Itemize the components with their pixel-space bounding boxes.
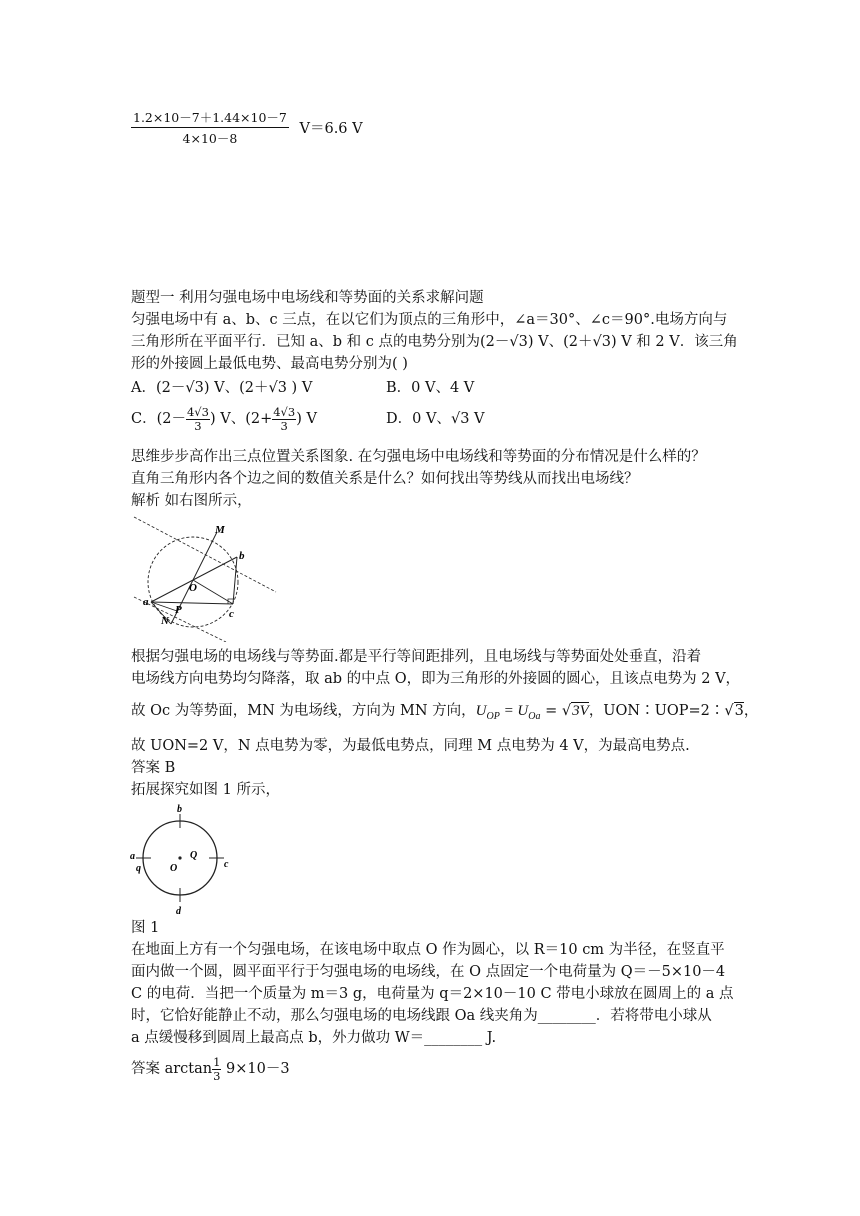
top-fraction-denominator: 4×10－8 [182,131,238,146]
label-a2: a [130,851,135,862]
option-c-den-2: 3 [280,418,288,433]
option-c-den-1: 3 [194,418,202,433]
figure-caption: 图 1 [131,920,160,936]
circle-figure [127,801,237,919]
solution-line-2: 电场线方向电势均匀降落，取 ab 的中点 O，即为三角形的外接圆的圆心，且该点电势为 2 V， [131,671,741,687]
label-m: M [215,524,225,536]
problem-line-1: 匀强电场中有 a、b、c 三点，在以它们为顶点的三角形中，∠a＝30°、∠c＝90°.电场方向与 [131,312,728,328]
triangle-circle-figure [131,512,281,642]
extension-line-4: 时，它恰好能静止不动，那么匀强电场的电场线跟 Oa 线夹角为________．若将带电小球从 [131,1008,712,1024]
label-b2: b [177,804,182,815]
top-formula [131,108,363,147]
option-a: A．(2－√3) V、(2＋√3 ) V [131,380,313,396]
label-q: q [136,863,141,874]
section-title: 题型一 利用匀强电场中电场线和等势面的关系求解问题 [131,290,484,306]
thinking-line-1: 思维步步高作出三点位置关系图象. 在匀强电场中电场线和等势面的分布情况是什么样的？ [131,449,706,465]
center-dot [178,856,181,859]
option-b: B．0 V、4 V [386,380,475,396]
label-c2: c [224,859,229,870]
problem-line-3: 形的外接圆上最低电势、最高电势分别为( ) [131,356,408,372]
label-d: d [176,906,181,917]
solution-line-3: 故 Oc 为等势面，MN 为电场线，方向为 MN 方向，$U_{OP} = U_{Oa} = √3V$，UON∶UOP=2∶√3， [131,703,759,722]
problem-line-2: 三角形所在平面平行．已知 a、b 和 c 点的电势分别为(2－√3) V、(2＋√3) V 和 2 V．该三角 [131,334,738,350]
line-oc [193,580,233,604]
extension-line-5: a 点缓慢移到圆周上最高点 b，外力做功 W＝________ J. [131,1030,497,1046]
option-c: C．(2－ $\frac{4√3}{3}$ ) V、(2+ $\frac{4√3}{3}$ ) V [131,404,317,433]
label-bigq: Q [190,850,198,861]
solution-line-4: 故 UON=2 V，N 点电势为零，为最低电势点，同理 M 点电势为 4 V，为最高电势点. [131,738,690,754]
extension-line-3: C 的电荷．当把一个质量为 m＝3 g，电荷量为 q＝2×10－10 C 带电小球放在圆周上的 a 点 [131,986,734,1002]
side-ab [151,557,237,602]
top-fraction-numerator: 1.2×10－7＋1.44×10－7 [131,108,289,128]
thinking-line-2: 直角三角形内各个边之间的数值关系是什么？如何找出等势线从而找出电场线？ [131,471,639,487]
solution-line-1: 根据匀强电场的电场线与等势面.都是平行等间距排列，且电场线与等势面处处垂直，沿着 [131,649,702,665]
extension-label: 拓展探究如图 1 所示， [131,782,280,798]
option-c-num-2: 4√3 [273,404,296,419]
equipotential-line-upper [134,517,276,592]
label-o: O [189,582,197,594]
option-c-num-1: 4√3 [186,404,209,419]
label-c: c [229,608,234,620]
label-a: a [143,596,149,608]
extension-line-2: 面内做一个圆，圆平面平行于匀强电场的电场线，在 O 点固定一个电荷量为 Q＝－5×10－4 [131,964,726,980]
answer-1: 答案 B [131,760,176,776]
top-fraction [131,108,289,147]
label-b: b [239,550,245,562]
label-o2: O [170,863,178,874]
label-n: N [161,615,169,627]
analysis-label: 解析 如右图所示， [131,493,252,509]
answer-2-num: 1 [213,1054,221,1069]
label-p: P [175,604,182,616]
answer-2: 答案 arctan $\frac{1}{3}$ 9×10－3 [131,1054,290,1083]
top-formula-result: V＝6.6 V [299,121,363,137]
option-d: D．0 V、√3 V [386,411,485,427]
answer-2-den: 3 [213,1068,221,1083]
extension-line-1: 在地面上方有一个匀强电场，在该电场中取点 O 作为圆心，以 R＝10 cm 为半径，在竖直平 [131,942,725,958]
side-ac [151,602,233,604]
